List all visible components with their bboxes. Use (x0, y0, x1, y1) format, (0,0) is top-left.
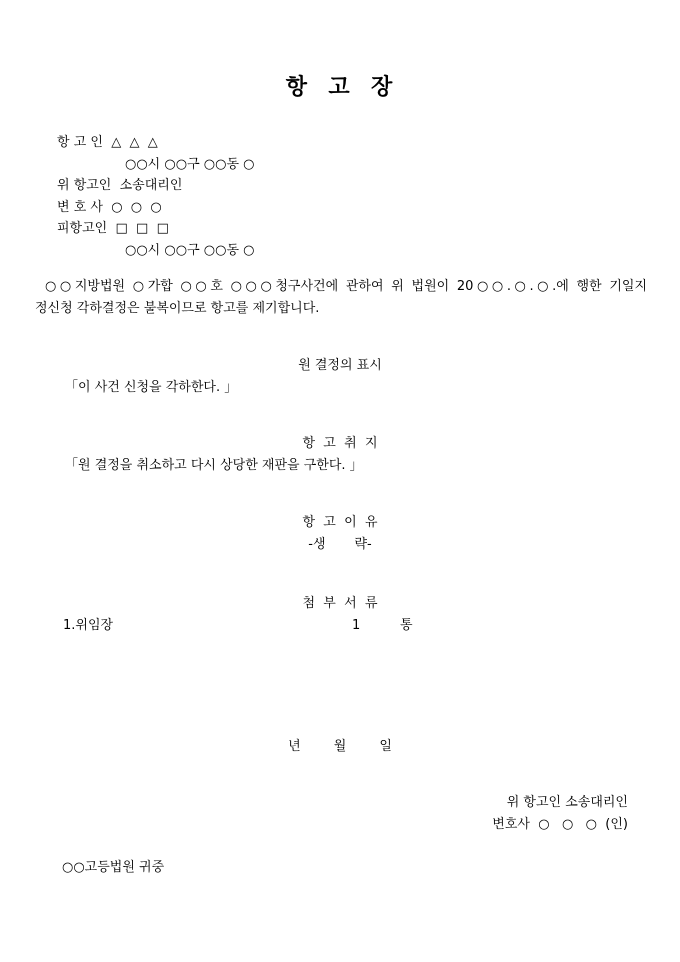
attachment-row (0, 615, 680, 637)
attorney-line: 변 호 사 ○ ○ ○ (57, 199, 162, 215)
appeal-purport-heading: 항 고 취 지 (302, 436, 378, 451)
original-decision-text: 「이 사건 신청을 각하한다. 」 (65, 380, 238, 395)
attachment-item-unit: 통 (400, 618, 413, 633)
body-paragraph-line-1: ○○지방법원 ○가합 ○○호 ○○○청구사건에 관하여 위 법원이 20○○.○.○.에 행한 기일지 (45, 279, 647, 294)
attachment-item-count: 1 (352, 618, 361, 633)
signature-role-line: 위 항고인 소송대리인 (506, 795, 628, 810)
original-decision-heading: 원 결정의 표시 (298, 358, 382, 373)
recipient-court-line: ○○고등법원 귀중 (62, 860, 165, 875)
appellant-line: 항 고 인 △ △ △ (57, 135, 158, 150)
respondent-line: 피항고인 □ □ □ (57, 221, 169, 236)
body-paragraph (0, 276, 680, 320)
appellant-address-line: ○○시 ○○구 ○○동 ○ (125, 156, 255, 172)
attachments-heading: 첨 부 서 류 (302, 596, 378, 611)
attachment-item-name: 1.위임장 (63, 618, 114, 633)
appeal-reasons-heading: 항 고 이 유 (302, 515, 378, 530)
body-paragraph-line-2: 정신청 각하결정은 불복이므로 항고를 제기합니다. (35, 301, 320, 316)
date-line: 년 월 일 (288, 739, 392, 754)
respondent-address-line: ○○시 ○○구 ○○동 ○ (125, 242, 255, 258)
appeal-purport-text: 「원 결정을 취소하고 다시 상당한 재판을 구한다. 」 (65, 458, 363, 473)
signature-attorney-line: 변호사 ○ ○ ○ (인) (492, 817, 628, 832)
document-title: 항 고 장 (285, 75, 395, 100)
parties-block (0, 132, 680, 261)
appeal-reasons-omitted-text: -생 략- (308, 537, 372, 552)
signature-block (0, 792, 680, 836)
representative-line: 위 항고인 소송대리인 (57, 178, 183, 193)
